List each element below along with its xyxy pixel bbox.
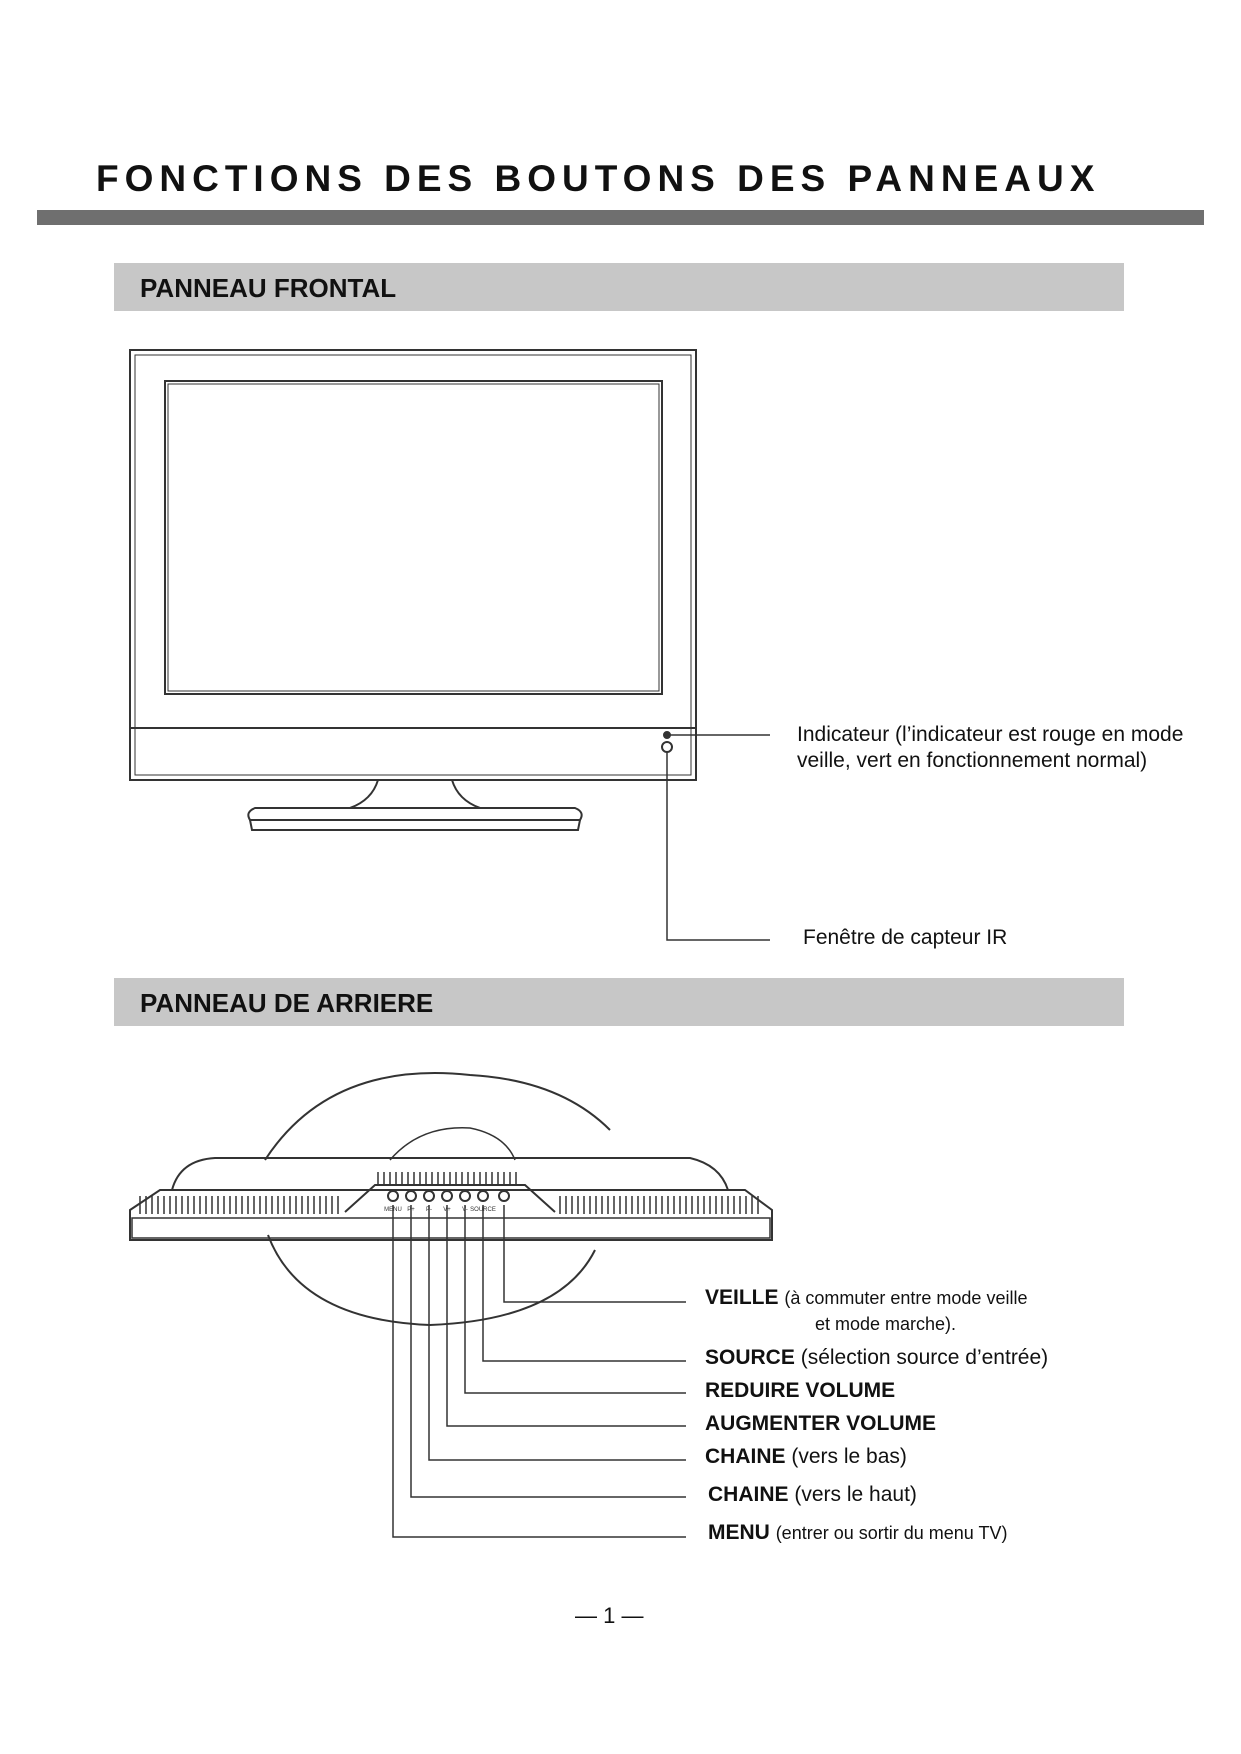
standby-callout-line	[504, 1205, 686, 1302]
vol-up-label: AUGMENTER VOLUME	[705, 1412, 936, 1435]
ir-sensor-callout: Fenêtre de capteur IR	[803, 926, 1008, 949]
source-callout	[705, 1345, 1048, 1371]
ch-down-callout-line	[429, 1205, 686, 1460]
page-number-value: 1	[603, 1603, 616, 1628]
section-heading-front: PANNEAU FRONTAL	[140, 273, 397, 303]
menu-desc: (entrer ou sortir du menu TV)	[775, 1523, 1008, 1543]
source-desc: (sélection source d’entrée)	[800, 1346, 1049, 1369]
rear-button-menu	[388, 1191, 398, 1201]
ch-up-callout	[708, 1482, 917, 1508]
page-number-dash-left: —	[575, 1603, 597, 1628]
rear-button-standby	[499, 1191, 509, 1201]
ch-up-callout-line	[411, 1205, 686, 1497]
rear-button-label: SOURCE	[470, 1207, 496, 1213]
rear-button-label: P+	[407, 1207, 415, 1213]
rear-button-label: MENU	[384, 1207, 402, 1213]
indicator-text-line1: Indicateur (l’indicateur est rouge en mode	[797, 723, 1184, 746]
standby-desc-line1: (à commuter entre mode veille	[784, 1288, 1028, 1308]
stand-arc-bottom	[268, 1235, 595, 1325]
section-heading-rear: PANNEAU DE ARRIERE	[140, 988, 434, 1018]
standby-callout	[705, 1285, 1027, 1311]
vol-down-callout-line	[465, 1205, 686, 1393]
rear-button-vol-up	[442, 1191, 452, 1201]
menu-callout-line	[393, 1205, 686, 1537]
vol-down-label: REDUIRE VOLUME	[705, 1379, 896, 1402]
rear-button-label: V+	[443, 1207, 451, 1213]
rear-button-source	[478, 1191, 488, 1201]
menu-callout	[708, 1520, 1007, 1546]
standby-label: VEILLE	[705, 1286, 779, 1309]
source-callout-line	[483, 1205, 686, 1361]
menu-label: MENU	[708, 1521, 770, 1544]
rear-button-ch-up	[406, 1191, 416, 1201]
ch-down-callout	[705, 1444, 907, 1470]
stand-arc-top	[265, 1073, 610, 1160]
standby-desc-line2: et mode marche).	[815, 1314, 957, 1334]
rear-button-label: P-	[426, 1207, 432, 1213]
indicator-text-line2: veille, vert en fonctionnement normal)	[797, 749, 1148, 772]
ch-up-label: CHAINE	[708, 1483, 789, 1506]
page-number	[575, 1603, 644, 1629]
page-number-dash-right: —	[621, 1603, 644, 1628]
vol-up-callout	[705, 1411, 936, 1437]
rear-button-label: V-	[462, 1207, 468, 1213]
ch-down-desc: (vers le bas)	[791, 1445, 907, 1468]
ch-up-desc: (vers le haut)	[794, 1483, 917, 1506]
page-title: FONCTIONS DES BOUTONS DES PANNEAUX	[96, 158, 1101, 199]
vol-down-callout	[705, 1378, 895, 1404]
rear-button-ch-down	[424, 1191, 434, 1201]
ch-down-label: CHAINE	[705, 1445, 786, 1468]
source-label: SOURCE	[705, 1346, 795, 1369]
rear-button-vol-down	[460, 1191, 470, 1201]
